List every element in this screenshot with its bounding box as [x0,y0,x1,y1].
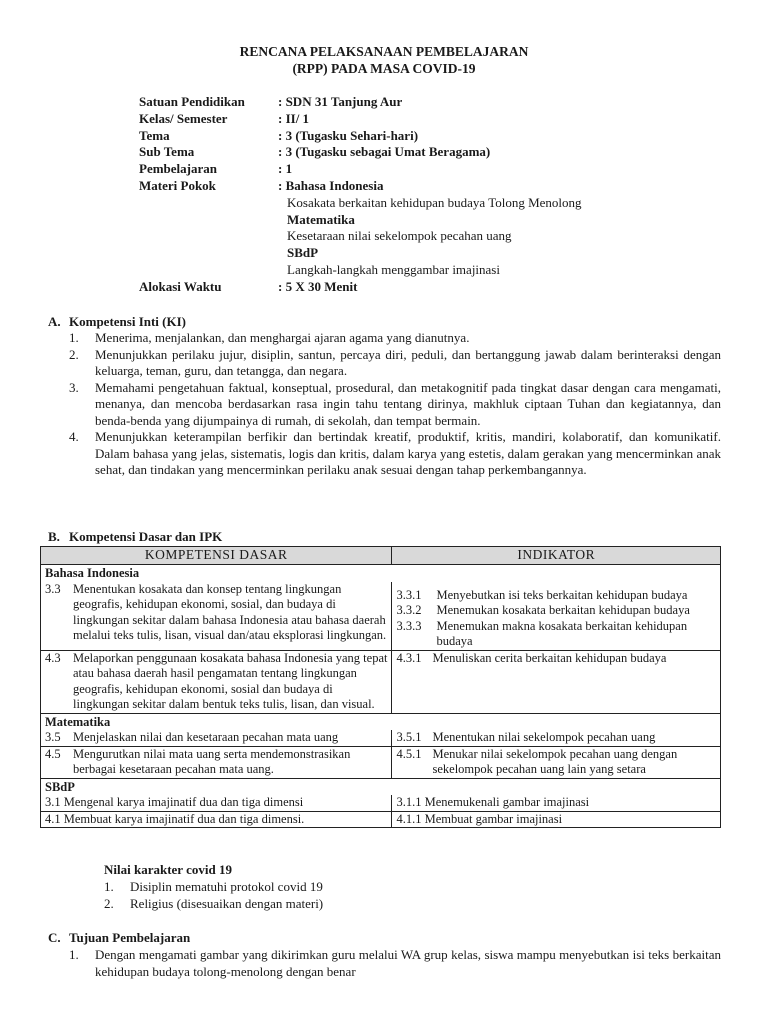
list-text: Religius (disesuaikan dengan materi) [130,896,324,911]
kd-cell [41,582,392,651]
kd-cell: 3.1 Mengenal karya imajinatif dua dan tiga dimensi [41,795,392,811]
list-text: Disiplin mematuhi protokol covid 19 [130,879,323,894]
section-title: Kompetensi Inti (KI) [69,314,186,329]
kd-text: Mengurutkan nilai mata uang serta mendemonstrasikan berbagai kesetaraan pecahan mata uang. [73,746,351,776]
ind-text: Menemukan kosakata berkaitan kehidupan budaya [436,603,690,617]
identity-value: : 5 X 30 Menit [278,278,358,294]
section-b-heading [48,529,222,546]
identity-label: Sub Tema [139,144,195,160]
list-number: 2. [69,346,79,362]
list-number: 1. [69,330,79,345]
list-item [104,896,323,913]
indikator-cell: 3.1.1 Menemukenali gambar imajinasi [392,795,721,811]
indikator-cell [392,650,721,713]
ind-text: Menentukan nilai sekelompok pecahan uang [432,730,656,744]
section-title: Kompetensi Dasar dan IPK [69,529,223,544]
kd-code: 3.5 [45,730,61,744]
materi-line: Kesetaraan nilai sekelompok pecahan uang [287,228,512,244]
ind-text: Menyebutkan isi teks berkaitan kehidupan budaya [436,587,688,602]
table-header-row [41,547,721,565]
identity-row-tema [139,128,582,145]
indikator-cell [392,582,721,651]
kd-text: Menentukan kosakata dan konsep tentang lingkungan geografis, kehidupan ekonomi, sosial, dan budaya di lingkungan sekitar dalam bahasa Indonesia atau bahasa daerah melalui teks tulis, lisan, visual dan/atau eksplorasi lingkungan. [73,581,387,642]
identity-row-kelas [139,111,582,128]
ind-code: 3.5.1 [396,730,422,744]
kd-code: 3.3 [45,581,61,596]
tujuan-list [69,947,721,980]
identity-label: Alokasi Waktu [139,278,222,294]
materi-line: Kosakata berkaitan kehidupan budaya Tolong Menolong [287,194,582,210]
subject-row-sbdp [41,778,721,795]
list-item [104,879,323,896]
ind-code: 4.3.1 [396,650,422,665]
kd-cell: 4.1 Membuat karya imajinatif dua dan tiga dimensi. [41,811,392,828]
indikator-cell: 4.1.1 Membuat gambar imajinasi [392,811,721,828]
list-item [69,947,721,980]
kd-text: Menjelaskan nilai dan kesetaraan pecahan mata uang [73,730,339,744]
identity-block [139,94,582,296]
table-row [41,582,721,651]
identity-row-subtema [139,144,582,161]
ind-code: 3.3.1 [396,587,422,602]
identity-value: : Bahasa Indonesia [278,177,384,193]
identity-value: : II/ 1 [278,110,310,126]
list-number: 4. [69,429,79,444]
identity-row-pembelajaran [139,161,582,178]
table-row [41,795,721,811]
ind-text: Menuliskan cerita berkaitan kehidupan budaya [432,650,667,665]
subject-row-bi [41,565,721,582]
identity-row-satuan [139,94,582,111]
nilai-karakter-list [104,879,323,913]
identity-label: Tema [139,127,170,143]
table-row [41,746,721,778]
materi-line: Langkah-langkah menggambar imajinasi [287,261,500,277]
ind-code: 3.3.2 [396,603,422,617]
column-header-indikator: INDIKATOR [392,547,721,565]
nilai-karakter-title: Nilai karakter covid 19 [104,862,232,877]
kd-code: 4.3 [45,650,61,665]
subject-label: SBdP [41,778,392,795]
column-header-kd: KOMPETENSI DASAR [41,547,392,565]
identity-value: : 3 (Tugasku Sehari-hari) [278,127,419,143]
ind-text: Menemukan makna kosakata berkaitan kehidupan budaya [436,618,688,648]
kd-ipk-table [40,546,721,828]
doc-title-line2: (RPP) PADA MASA COVID-19 [292,61,476,76]
kd-code: 4.5 [45,746,61,761]
list-number: 1. [104,879,114,894]
identity-row-alokasi [139,279,582,296]
kd-cell [41,730,392,746]
materi-subject: Matematika [287,211,355,227]
list-item [69,330,721,347]
identity-value: : 1 [278,161,293,177]
doc-title-line1: RENCANA PELAKSANAAN PEMBELAJARAN [239,44,529,59]
materi-subject: SBdP [287,245,319,261]
identity-label: Kelas/ Semester [139,110,228,126]
identity-row-materi [139,178,582,195]
section-a-heading [48,314,186,331]
table-row [41,811,721,828]
identity-value: : SDN 31 Tanjung Aur [278,94,403,109]
section-c-heading [48,930,190,947]
table-row [41,730,721,746]
list-text: Dengan mengamati gambar yang dikirimkan guru melalui WA grup kelas, siswa mampu menyebutkan isi teks berkaitan kehidupan budaya tolong-menolong dengan benar [95,947,721,979]
list-item [69,380,721,430]
ki-list [69,330,721,479]
list-text: Memahami pengetahuan faktual, konseptual, prosedural, dan metakognitif pada tingkat dasar dengan cara mengamati, menanya, dan mencoba berdasarkan rasa ingin tahu tentang dirinya, makhluk ciptaan Tuhan dan kegiatannya, dan benda-benda yang dijumpainya di rumah, di sekolah, dan tempat bermain. [95,379,721,428]
identity-label: Materi Pokok [139,177,216,193]
ind-code: 4.5.1 [396,746,422,761]
kd-text: Melaporkan penggunaan kosakata bahasa Indonesia yang tepat atau bahasa daerah hasil pengamatan tentang lingkungan geografis, kehidupan ekonomi, sosial dan budaya di lingkungan sekitar dalam bentuk teks tulis, lisan, dan visual. [73,650,388,711]
section-title: Tujuan Pembelajaran [69,930,191,945]
kd-cell [41,746,392,778]
kd-cell [41,650,392,713]
list-text: Menunjukkan perilaku jujur, disiplin, santun, percaya diri, peduli, dan bertanggung jawab dalam berinteraksi dengan keluarga, teman, guru, dan tetangga, dan negara. [95,346,721,378]
section-letter: B. [48,529,60,544]
subject-row-matematika [41,713,721,730]
ind-code: 3.3.3 [396,618,422,633]
list-number: 1. [69,947,79,962]
subject-label: Bahasa Indonesia [41,565,392,582]
indikator-cell [392,746,721,778]
section-letter: A. [48,314,61,329]
list-item [69,347,721,380]
identity-value: : 3 (Tugasku sebagai Umat Beragama) [278,144,491,160]
identity-label: Satuan Pendidikan [139,94,245,109]
subject-label: Matematika [41,713,392,730]
section-letter: C. [48,930,61,945]
list-text: Menunjukkan keterampilan berfikir dan bertindak kreatif, produktif, kritis, mandiri, kolaboratif, dan komunikatif. Dalam bahasa yang jelas, sistematis, logis dan kritis, dalam karya yang estetis, dalam gerakan yang mencerminkan anak sehat, dan tindakan yang mencerminkan perilaku anak sesuai dengan tahap perkembangannya. [95,429,721,477]
identity-label: Pembelajaran [139,161,217,177]
table-row [41,650,721,713]
ind-text: Menukar nilai sekelompok pecahan uang dengan sekelompok pecahan uang lain yang setara [432,746,678,776]
list-text: Menerima, menjalankan, dan menghargai ajaran agama yang dianutnya. [95,330,470,345]
list-number: 2. [104,896,114,911]
indikator-cell [392,730,721,746]
list-number: 3. [69,379,79,395]
list-item [69,429,721,479]
